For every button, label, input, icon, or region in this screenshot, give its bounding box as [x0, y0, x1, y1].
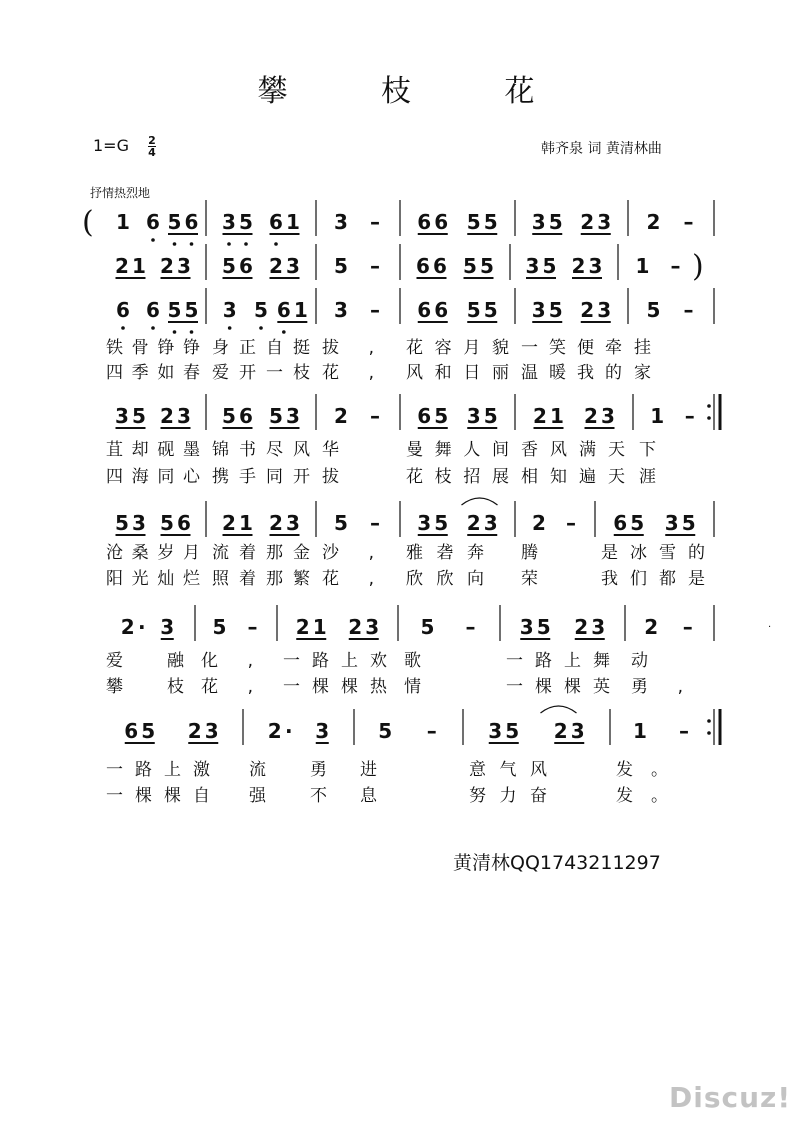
- octave-dot: [244, 242, 248, 246]
- note-digit: 5: [466, 298, 481, 322]
- note-digit: 3: [222, 298, 237, 322]
- note-digit: 3: [222, 210, 236, 234]
- octave-dot: [190, 330, 194, 334]
- note-digit: 3: [286, 511, 300, 535]
- lyric-verse-2: 四海同心: [106, 467, 200, 487]
- key-signature: 1=G: [93, 136, 129, 155]
- lyric-verse-1: 动: [631, 651, 648, 671]
- note-digit: 5: [160, 511, 174, 535]
- note-digit: 3: [466, 404, 481, 428]
- dash-note: –: [683, 210, 694, 234]
- dash-note: –: [465, 615, 476, 639]
- note-digit: 5: [239, 210, 253, 234]
- note-digit: 3: [588, 254, 603, 278]
- note-digit: 5: [480, 254, 494, 278]
- lyric-verse-2: 相知遍天: [521, 467, 625, 487]
- note-digit: 1: [132, 254, 146, 278]
- note-digit: 6: [433, 254, 447, 278]
- dash-note: –: [370, 298, 380, 322]
- note-digit: 5: [222, 404, 236, 428]
- note-digit: 3: [132, 511, 146, 535]
- note-digit: 2: [466, 511, 481, 535]
- note-digit: 6: [613, 511, 628, 535]
- note-digit: 5: [483, 210, 498, 234]
- octave-dot: [259, 326, 263, 330]
- note-digit: 5: [334, 254, 348, 278]
- lyric-verse-2: 照着那繁: [212, 569, 310, 589]
- note-digit: 5: [434, 511, 449, 535]
- note-digit: 6: [177, 511, 191, 535]
- lyric-verse-1: 花容月貌: [406, 338, 509, 358]
- note-digit: 2: [533, 404, 547, 428]
- note-digit: 2: [160, 254, 174, 278]
- note-digit: 2: [574, 615, 589, 639]
- lyric-verse-1: 华: [322, 440, 339, 460]
- note-digit: 3: [286, 404, 300, 428]
- note-digit: 6: [146, 210, 160, 234]
- lyric-verse-2: 爱开一枝: [212, 363, 310, 383]
- octave-dot: [274, 242, 278, 246]
- lyric-verse-1: 歌: [404, 651, 421, 671]
- lyric-verse-1: 一路上舞: [506, 651, 610, 671]
- note-digit: 5: [184, 298, 199, 322]
- note-digit: 3: [177, 254, 191, 278]
- note-digit: 3: [417, 511, 432, 535]
- lyric-verse-1: 身正自挺: [212, 338, 310, 358]
- note-digit: 2: [584, 404, 598, 428]
- note-digit: 5: [646, 298, 661, 322]
- lyric-verse-1: 流 勇: [249, 760, 327, 780]
- note-digit: 3: [365, 615, 380, 639]
- note-digit: 3: [597, 298, 612, 322]
- dash-note: –: [370, 511, 380, 535]
- open-paren: (: [82, 205, 94, 240]
- lyric-verse-1: 下: [639, 440, 656, 460]
- note-digit: 6: [417, 298, 432, 322]
- lyric-verse-1: 曼舞人间: [406, 440, 509, 460]
- lyric-verse-1: 拔,: [322, 338, 374, 358]
- note-digit: 5: [222, 254, 236, 278]
- note-digit: 6: [434, 298, 449, 322]
- note-digit: 1: [286, 210, 300, 234]
- lyric-verse-1: 沙,: [322, 543, 374, 563]
- note-digit: 3: [519, 615, 534, 639]
- note-digit: 2: [222, 511, 236, 535]
- note-digit: 3: [601, 404, 615, 428]
- note-digit: 6: [417, 404, 432, 428]
- note-digit: 6: [239, 404, 253, 428]
- forum-watermark: Discuz!: [669, 1081, 792, 1114]
- note-digit: 3: [204, 719, 219, 743]
- note-digit: 5: [463, 254, 477, 278]
- lyric-verse-1: 香风满天: [521, 440, 625, 460]
- note-digit: 3: [115, 404, 129, 428]
- note-digit: 2: [115, 254, 129, 278]
- lyric-verse-2: 家: [634, 363, 651, 383]
- note-digit: 3: [160, 615, 175, 639]
- note-digit: 5: [681, 511, 696, 535]
- note-digit: 2: [646, 210, 661, 234]
- lyric-verse-1: 腾: [521, 543, 538, 563]
- lyric-verse-2: 一棵棵英: [506, 677, 610, 697]
- octave-dot: [228, 326, 232, 330]
- lyric-verse-1: 挂: [634, 338, 651, 358]
- note-digit: 5: [132, 404, 146, 428]
- note-digit: 3: [488, 719, 503, 743]
- note-digit: 5: [505, 719, 520, 743]
- note-digit: 2: [295, 615, 310, 639]
- lyric-verse-1: 铁骨铮铮: [106, 338, 200, 358]
- note-digit: 5: [167, 298, 182, 322]
- lyric-verse-1: 流着那金: [212, 543, 310, 563]
- lyric-verse-2: 一棵棵热: [283, 677, 387, 697]
- lyric-verse-1: 苴却砚墨: [106, 440, 200, 460]
- credits: 韩齐泉 词 黄清林曲: [541, 141, 662, 157]
- lyric-verse-1: 进: [360, 760, 377, 780]
- note-digit: 6: [239, 254, 253, 278]
- lyric-verse-2: 欣欣向: [406, 569, 484, 589]
- note-digit: 5: [167, 210, 182, 234]
- lyric-verse-2: 风和日丽: [406, 363, 509, 383]
- arranger-footer: 黄清林QQ1743211297: [453, 852, 661, 874]
- note-digit: 5: [420, 615, 435, 639]
- note-digit: 2: [269, 254, 283, 278]
- note-digit: 6: [417, 210, 432, 234]
- note-digit: 2: [532, 511, 546, 535]
- lyric-verse-1: 爱 融: [106, 651, 184, 671]
- dash-note: –: [679, 719, 689, 743]
- note-digit: 3: [531, 298, 546, 322]
- note-digit: 6: [146, 298, 160, 322]
- note-digit: 1: [293, 298, 308, 322]
- lyric-verse-1: 发。: [616, 760, 668, 780]
- dash-note: –: [670, 254, 681, 278]
- note-digit: 1: [635, 254, 650, 278]
- octave-dot: [173, 242, 177, 246]
- note-digit: 5: [378, 719, 393, 743]
- note-digit: 3: [286, 254, 300, 278]
- octave-dot: [282, 330, 286, 334]
- lyric-verse-2: 涯: [639, 467, 656, 487]
- octave-dot: [121, 326, 125, 330]
- repeat-dot: [707, 416, 711, 420]
- octave-dot: [151, 238, 155, 242]
- note-digit: 5: [141, 719, 156, 743]
- slur: [541, 706, 577, 713]
- dash-note: –: [370, 254, 380, 278]
- lyric-verse-2: 勇,: [631, 677, 683, 697]
- note-digit: 2: [553, 719, 568, 743]
- octave-dot: [190, 242, 194, 246]
- lyric-verse-1: 一笑便牵: [521, 338, 622, 358]
- lyric-verse-2: 阳光灿烂: [106, 569, 200, 589]
- note-digit: 5: [334, 511, 348, 535]
- note-digit: 6: [269, 210, 283, 234]
- note-digit: 5: [548, 298, 563, 322]
- dash-note: –: [370, 404, 380, 428]
- dash-note: –: [682, 615, 693, 639]
- octave-dot: [227, 242, 231, 246]
- lyric-verse-1: 意气风: [469, 760, 547, 780]
- lyric-verse-1: 一路上欢: [283, 651, 387, 671]
- note-digit: 5: [536, 615, 551, 639]
- note-digit: 2: [120, 615, 135, 639]
- lyric-verse-1: 锦书尽风: [212, 440, 310, 460]
- repeat-dot: [707, 731, 711, 735]
- lyric-verse-2: 携手同开: [212, 467, 310, 487]
- note-digit: 5: [434, 404, 449, 428]
- lyric-verse-2: 四季如春: [106, 363, 200, 383]
- note-digit: 1: [116, 210, 130, 234]
- note-digit: 2: [269, 511, 283, 535]
- note-digit: 3: [531, 210, 546, 234]
- lyric-verse-2: 息: [360, 786, 377, 806]
- close-paren: ): [692, 249, 704, 284]
- lyric-verse-2: 花,: [322, 569, 374, 589]
- lyric-verse-2: 一棵棵自: [106, 786, 210, 806]
- lyric-verse-2: 温暖我的: [521, 363, 622, 383]
- lyric-verse-1: 雅砻奔: [406, 543, 484, 563]
- note-digit: 3: [315, 719, 330, 743]
- augmentation-dot: ·: [137, 615, 146, 639]
- dash-note: –: [247, 615, 258, 639]
- note-digit: 3: [334, 210, 348, 234]
- repeat-dot: [707, 404, 711, 408]
- song-title: 攀 枝 花: [257, 74, 577, 109]
- note-digit: 6: [184, 210, 199, 234]
- note-digit: 1: [312, 615, 327, 639]
- note-digit: 2: [160, 404, 174, 428]
- note-digit: 2: [571, 254, 586, 278]
- dash-note: –: [426, 719, 437, 743]
- note-digit: 1: [239, 511, 253, 535]
- slur: [462, 498, 498, 505]
- note-digit: 5: [212, 615, 227, 639]
- note-digit: 3: [597, 210, 612, 234]
- note-digit: 6: [416, 254, 430, 278]
- note-digit: 2: [580, 298, 595, 322]
- lyric-verse-1: 一路上激: [106, 760, 210, 780]
- lyric-verse-2: 花,: [201, 677, 253, 697]
- note-digit: 1: [650, 404, 665, 428]
- note-digit: 5: [483, 404, 498, 428]
- lyric-verse-1: 沧桑岁月: [106, 543, 200, 563]
- note-digit: 2: [334, 404, 348, 428]
- time-signature-denominator: 4: [148, 146, 156, 159]
- note-digit: 3: [525, 254, 540, 278]
- note-digit: 1: [550, 404, 564, 428]
- note-digit: 3: [483, 511, 498, 535]
- note-digit: 2: [644, 615, 659, 639]
- dash-note: –: [566, 511, 576, 535]
- lyric-verse-2: 我们都是: [601, 569, 705, 589]
- repeat-dot: [707, 719, 711, 723]
- note-digit: 6: [124, 719, 139, 743]
- note-digit: 6: [276, 298, 291, 322]
- note-digit: 5: [254, 298, 268, 322]
- lyric-verse-2: 发。: [616, 786, 668, 806]
- dash-note: –: [370, 210, 380, 234]
- note-digit: 5: [630, 511, 645, 535]
- note-digit: 2: [187, 719, 202, 743]
- time-signature-numerator: 2: [148, 134, 156, 147]
- note-digit: 3: [177, 404, 191, 428]
- lyric-verse-2: 花,: [322, 363, 374, 383]
- note-digit: 2: [348, 615, 363, 639]
- octave-dot: [151, 326, 155, 330]
- note-digit: 1: [633, 719, 647, 743]
- lyric-verse-2: 拔: [322, 467, 339, 487]
- note-digit: 3: [334, 298, 348, 322]
- note-digit: 3: [591, 615, 606, 639]
- lyric-verse-2: 荣: [521, 569, 538, 589]
- note-digit: 5: [466, 210, 481, 234]
- stray-mark: ·: [768, 622, 772, 633]
- lyric-verse-2: 努力奋: [469, 786, 547, 806]
- lyric-verse-1: 化,: [201, 651, 253, 671]
- note-digit: 5: [548, 210, 563, 234]
- note-digit: 6: [116, 298, 130, 322]
- note-digit: 2: [267, 719, 282, 743]
- dash-note: –: [684, 404, 695, 428]
- octave-dot: [173, 330, 177, 334]
- note-digit: 5: [542, 254, 557, 278]
- note-digit: 6: [434, 210, 449, 234]
- note-digit: 3: [664, 511, 679, 535]
- lyric-verse-1: 是冰雪的: [601, 543, 705, 563]
- note-digit: 5: [483, 298, 498, 322]
- note-digit: 2: [580, 210, 595, 234]
- tempo-marking: 抒情热烈地: [90, 186, 151, 200]
- dash-note: –: [683, 298, 694, 322]
- note-digit: 3: [570, 719, 585, 743]
- note-digit: 5: [269, 404, 283, 428]
- lyric-verse-2: 情: [404, 677, 421, 697]
- augmentation-dot: ·: [284, 719, 293, 743]
- lyric-verse-2: 攀 枝: [106, 677, 184, 697]
- note-digit: 5: [115, 511, 129, 535]
- lyric-verse-2: 强 不: [249, 786, 327, 806]
- lyric-verse-2: 花枝招展: [406, 467, 509, 487]
